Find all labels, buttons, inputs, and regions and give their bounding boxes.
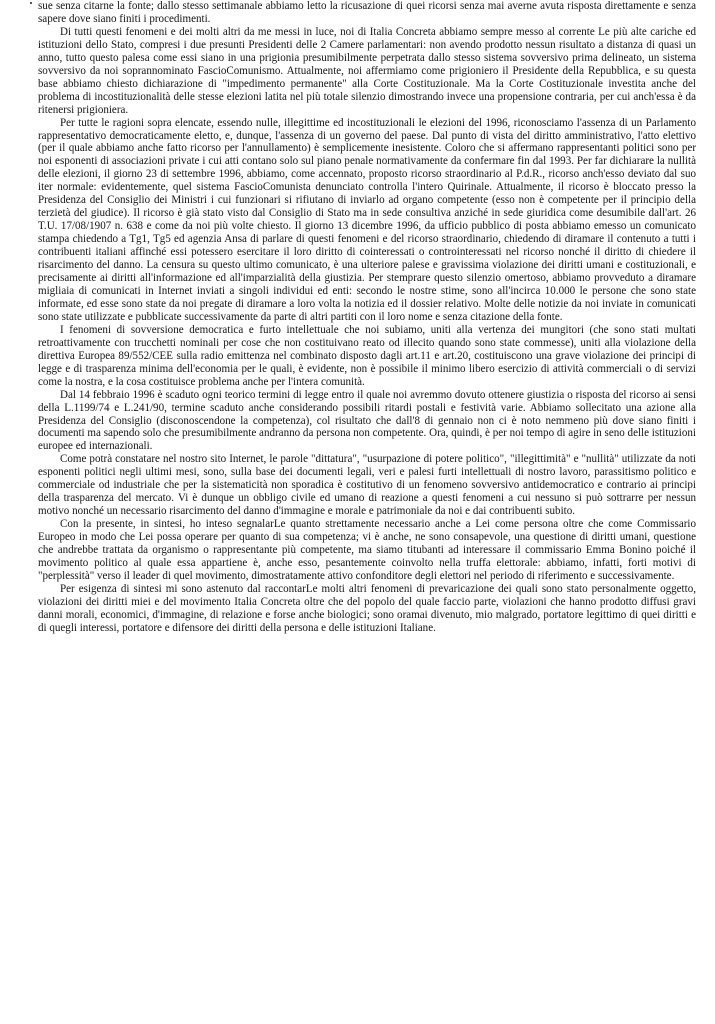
paragraph: Per tutte le ragioni sopra elencate, essendo nulle, illegittime ed incostituzionali le elezioni del 1996, riconosciamo l'assenza di un Parlamento rappresentativo democraticamente eletto, e, dunque, l'assenza di un governo del paese. Dal punto di vista del diritto amministrativo, l'atto elettivo (per il quale abbiamo anche fatto ricorso per l'annullamento) è semplicemente inesistente. Coloro che si affermano rappresentanti politici sono per noi esponenti di associazioni private i cui atti contano solo sul piano penale normativamente da confermare fin dal 1993. Per far dichiarare la nullità delle elezioni, il giorno 23 di settembre 1996, abbiamo, come accennato, proposto ricorso straordinario al P.d.R., ricorso anch'esso deviato dal suo iter normale: evidentemente, quel sistema FascioComunista denunciato controlla l'intero Quirinale. Attualmente, il ricorso è bloccato presso la Presidenza del Consiglio dei Ministri i cui funzionari si rifiutano di inviarlo ad organo competente (esso non è competente per il principio della terzietà del giudice). Il ricorso è già stato visto dal Consiglio di Stato ma in sede consultiva anziché in sede giuridica come desumibile dall'art. 26 T.U. 17/08/1907 n. 638 e come da noi più volte chiesto. Il giorno 13 dicembre 1996, da ufficio pubblico di posta abbiamo emesso un comunicato stampa chiedendo a Tg1, Tg5 ed agenzia Ansa di parlare di questi fenomeni e del ricorso straordinario, chiedendo di diramare il contenuto a tutti i contribuenti italiani affinché essi potessero esercitare il loro diritto di cointeressati o controinteressati nel ricorso nonché il diritto di chiedere il risarcimento del danno. La censura su questo ultimo comunicato, è una ulteriore palese e gravissima violazione dei diritti umani e costituzionali, e precisamente ai diritti all'informazione ed all'imparzialità della giustizia. Per stemprare questo silenzio omertoso, abbiamo provveduto a diramare migliaia di comunicati in Internet inviati a singoli individui ed enti: secondo le nostre stime, sono all'incirca 10.000 le persone che sono state informate, ed esse sono state da noi pregate di diramare a loro volta la notizia ed il dossier relativo. Molte delle notizie da noi inviate in comunicati sono state utilizzate e pubblicate successivamente da parte di altri partiti con il loro nome e senza citazione della fonte. xyxy=(38,116,696,323)
paragraph: Dal 14 febbraio 1996 è scaduto ogni teorico termini di legge entro il quale noi avremmo dovuto ottenere giustizia o risposta del ricorso ai sensi della L.1199/74 e L.241/90, termine scaduto anche considerando possibili ritardi postali e festività varie. Abbiamo sollecitato una azione alla Presidenza del Consiglio (disconoscendone la competenza), col risultato che dall'8 di gennaio non ci è noto nemmeno più dove siano finiti i documenti ma sapendo solo che presumibilmente andranno da persona non competente. Ora, quindi, è per noi tempo di agire in seno delle istituzioni europee ed internazionali. xyxy=(38,388,696,453)
paragraph: Con la presente, in sintesi, ho inteso segnalarLe quanto strettamente necessario anche a Lei come persona oltre che come Commissario Europeo in modo che Lei possa operare per quanto di sua competenza; vi è anche, ne sono consapevole, una questione di diritti umani, questione che andrebbe trattata da organismo o rappresentante più competente, ma siamo titubanti ad interessare il commissario Emma Bonino poiché il movimento politico al quale essa appartiene è, anche esso, pesantemente coinvolto nella truffa elettorale: abbiamo, infatti, forti motivi di "perplessità" verso il leader di quel movimento, dimostratamente attivo confonditore degli elettori nel periodo di riferimento e successivamente. xyxy=(38,518,696,582)
document-body xyxy=(38,0,696,635)
paragraph: Di tutti questi fenomeni e dei molti altri da me messi in luce, noi di Italia Concreta abbiamo sempre messo al corrente Le più alte cariche ed istituzioni dello Stato, compresi i due presunti Presidenti delle 2 Camere parlamentari: non avendo prodotto nessun risultato a distanza di quasi un anno, tutto questo palesa come essi siano in una prigionia presumibilmente perpetrata dallo stesso sistema sovversivo prima delineato, un sistema sovversivo da noi soprannominato FascioComunismo. Attualmente, noi affermiamo come prigioniero il Presidente della Repubblica, e su questa base abbiamo chiesto dichiarazione di "impedimento permanente" alla Corte Costituzionale. Ma la Corte Costituzionale investita anche del problema di incostituzionalità delle stesse elezioni latita nel più totale silenzio dimostrando invece una propensione contraria, per cui anch'essa è da ritenersi prigioniera. xyxy=(38,25,696,116)
paragraph: Come potrà constatare nel nostro sito Internet, le parole "dittatura", "usurpazione di potere politico", "illegittimità" e "nullità" utilizzate da noti esponenti politici negli ultimi mesi, sono, sulla base dei documenti legali, veri e palesi furti intellettuali di nostro lavoro, parassitismo politico e commerciale od industriale che per la sistematicità non sporadica è costitutivo di un fenomeno sovversivo antidemocratico e contrario ai principi della trasparenza del mercato. Vi è dunque un obbligo civile ed umano di reazione a questi fenomeni a cui nessuno si può sottrarre per nessun motivo nonché un necessario risarcimento del danno d'immagine e morale e patrimoniale da noi e dai contribuenti subito. xyxy=(38,453,696,518)
paragraph: I fenomeni di sovversione democratica e furto intellettuale che noi subiamo, uniti alla vertenza dei mungitori (che sono stati multati retroattivamente con trucchetti nominali per cose che non costituivano reato od illecito quando sono state commesse), uniti alla violazione della direttiva Europea 89/552/CEE sulla radio emittenza nel combinato disposto dagli art.11 e art.20, costituiscono una grave violazione dei principi di legge e di trasparenza minima dell'economia per le quali, è evidente, non è possibile il minimo libero esercizio di attività commerciali o di servizi come la nostra, e la cosa costituisce problema anche per l'intera comunità. xyxy=(38,323,696,388)
paragraph: Per esigenza di sintesi mi sono astenuto dal raccontarLe molti altri fenomeni di prevaricazione dei quali sono stato personalmente oggetto, violazioni dei diritti miei e del movimento Italia Concreta oltre che del popolo del quale faccio parte, violazioni che hanno prodotto diffusi gravi danni morali, economici, d'immagine, di relazione e forse anche biologici; sono oramai divenuto, mio malgrado, portatore legittimo di quei diritti e di quegli interessi, portatore e difensore dei diritti della persona e delle istituzioni Italiane. xyxy=(38,582,696,634)
paragraph-continuation: sue senza citarne la fonte; dallo stesso settimanale abbiamo letto la ricusazione di quei ricorsi senza mai averne avuta risposta direttamente e senza sapere dove siano finiti i procedimenti. xyxy=(38,0,696,25)
scan-speck xyxy=(30,2,32,4)
